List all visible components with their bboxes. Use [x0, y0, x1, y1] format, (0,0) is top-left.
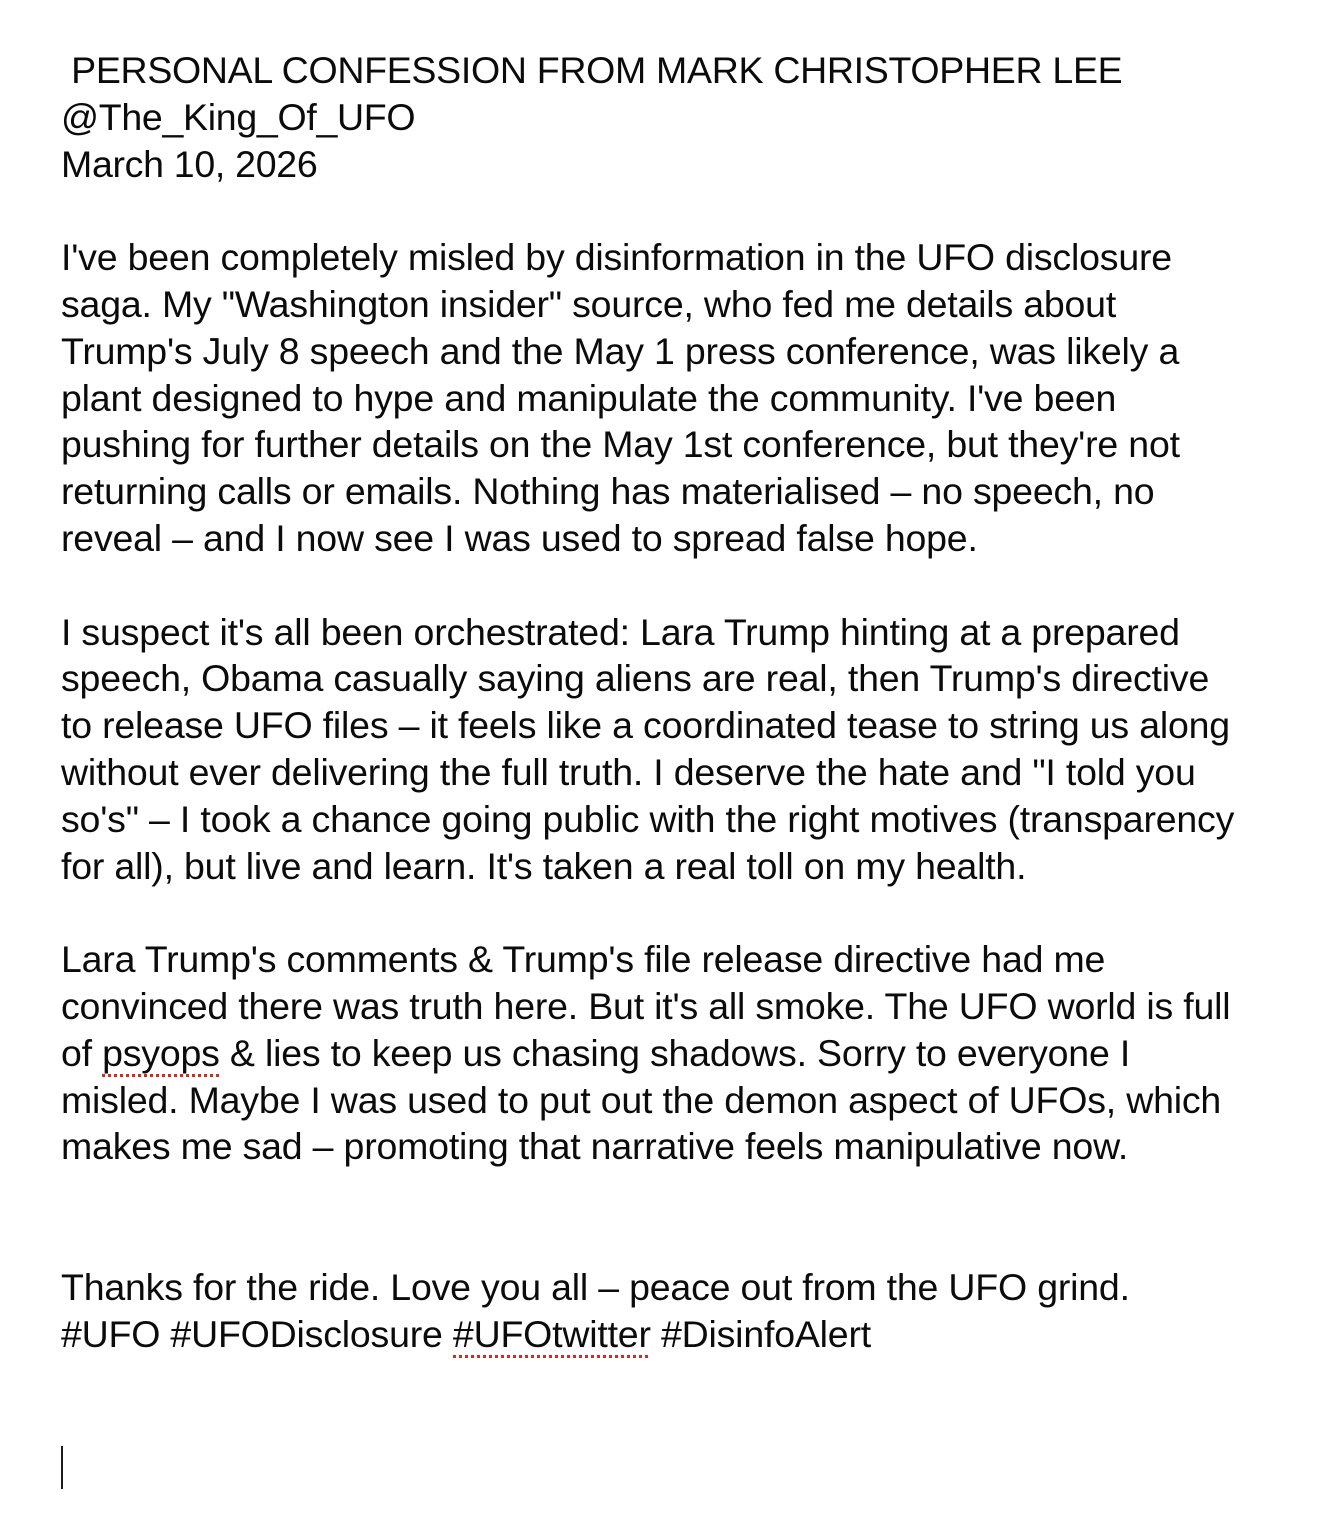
text-insertion-caret [61, 1446, 63, 1489]
paragraph-1: I've been completely misled by disinformation in the UFO disclosure saga. My "Washington insider" source, who fed me details about Trump's July 8 speech and the May 1 press conference, was likely a plant designed to hype and manipulate the community. I've been pushing for further details on the May 1st conference, but they're not returning calls or emails. Nothing has materialised – no speech, no reveal – and I now see I was used to spread false hope. [61, 236, 1191, 559]
paragraph-3-text-after: & lies to keep us chasing shadows. Sorry to everyone I misled. Maybe I was used to put out the demon aspect of UFOs, which makes me sad – promoting that narrative feels manipulative now. [61, 1031, 1232, 1168]
paragraph-4-signoff: Thanks for the ride. Love you all – peace out from the UFO grind. [61, 1265, 1130, 1308]
paragraph-3-text-before: Lara Trump's comments & Trump's file release directive had me convinced there was truth here. But it's all smoke. The UFO world is full of [61, 938, 1241, 1074]
misspelled-word-ufotwitter[interactable]: #UFOtwitter [453, 1313, 651, 1358]
blank-line-spacer [61, 562, 1241, 609]
document-title: PERSONAL CONFESSION FROM MARK CHRISTOPHER LEE [61, 49, 1123, 91]
paragraph-5-hashtags [61, 1311, 1241, 1358]
blank-line-spacer-double [61, 1170, 1241, 1264]
paragraph-2: I suspect it's all been orchestrated: Lara Trump hinting at a prepared speech, Obama casually saying aliens are real, then Trump's directive to release UFO files – it feels like a coordinated tease to string us along without ever delivering the full truth. I deserve the hate and "I told you so's" – I took a chance going public with the right motives (transparency for all), but live and learn. It's taken a real toll on my health. [61, 610, 1245, 887]
author-handle: @The_King_Of_UFO [61, 95, 416, 138]
document-text-body[interactable] [61, 47, 1245, 1357]
hashtags-text-after: #DisinfoAlert [650, 1312, 871, 1355]
blank-line-spacer [61, 889, 1241, 936]
hashtags-text-before: #UFO #UFODisclosure [61, 1312, 453, 1355]
misspelled-word-psyops[interactable]: psyops [102, 1032, 220, 1077]
blank-line-spacer [61, 187, 1241, 234]
paragraph-3 [61, 936, 1241, 1170]
document-date: March 10, 2026 [61, 142, 318, 185]
